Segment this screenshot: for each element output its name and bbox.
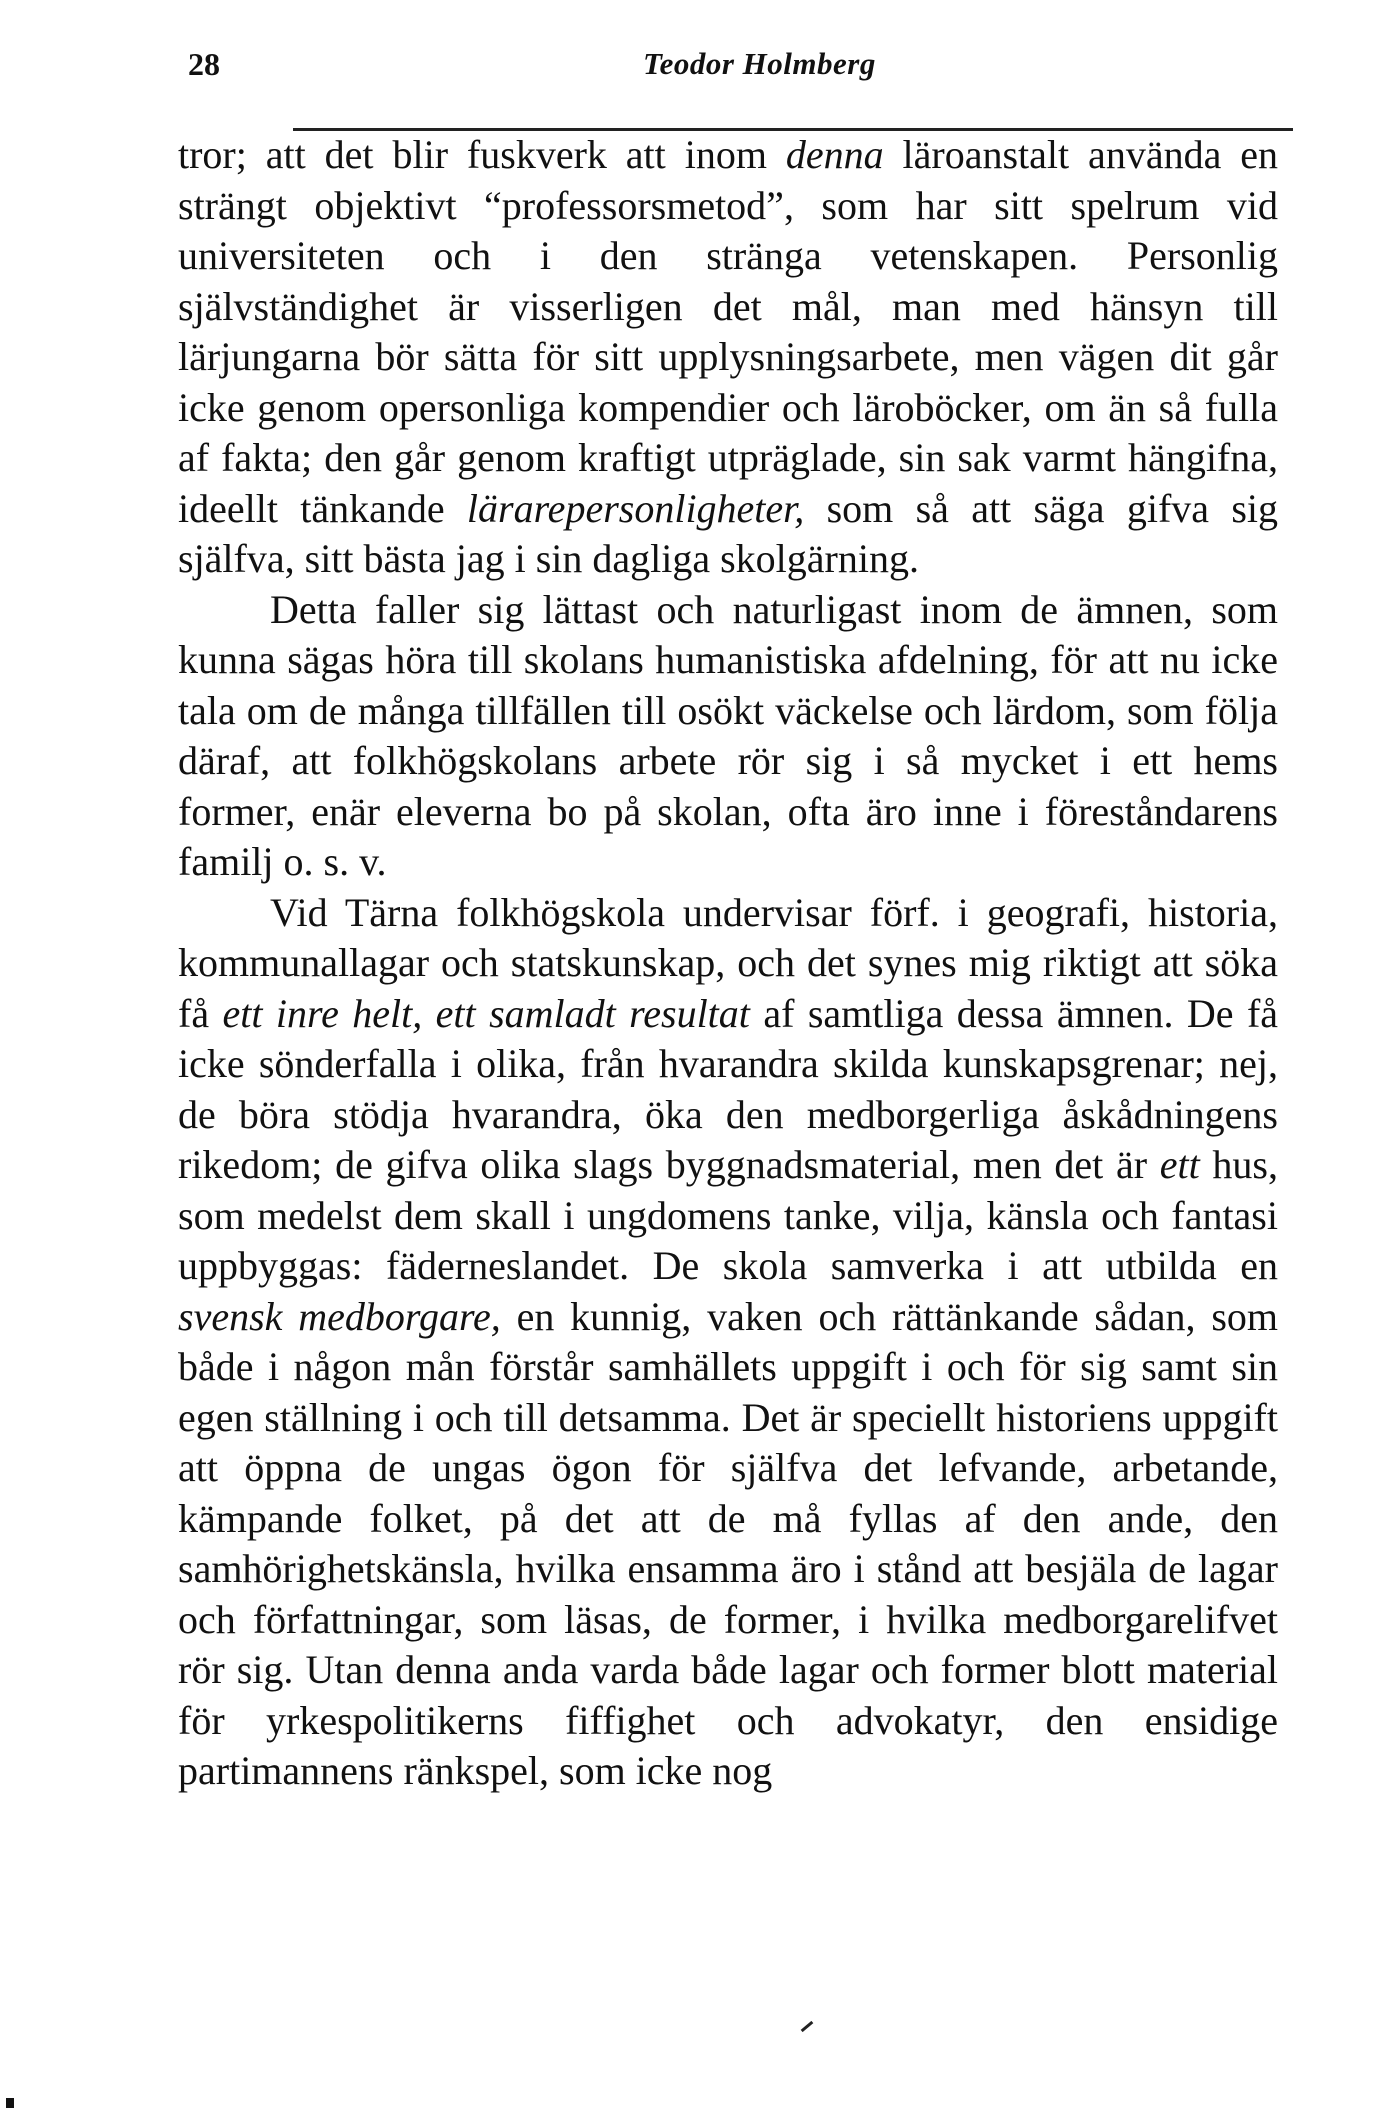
- italic-text: svensk medborgare,: [178, 1293, 501, 1339]
- text-run: en kunnig, vaken och rättänkande sådan, som både i någon mån förstår samhällets uppgift i och för sig samt sin egen ställning i och till detsamma. Det är speciellt historiens uppgift att öppna de ungas ögon för själfva det lefvande, arbetande, kämpande folket, på det att de må fyllas af den ande, den samhörighetskänsla, hvilka ensamma äro i stånd att besjäla de lagar och författningar, som läsas, de former, i hvilka medborgarelifvet rör sig. Utan denna anda varda både lagar och former blott material för yrkespolitikerns fiffighet och advokatyr, den ensidige partimannens ränkspel, som icke nog: [178, 1293, 1278, 1793]
- paragraph: [178, 130, 1278, 585]
- text-run: Detta faller sig lättast och naturligast inom de ämnen, som kunna sägas höra till skolans humanistiska afdelning, för att nu icke tala om de många tillfällen till osökt väckelse och lärdom, som följa däraf, att folkhögskolans arbete rör sig i så mycket i ett hems former, enär eleverna bo på skolan, ofta äro inne i föreståndarens familj o. s. v.: [178, 586, 1278, 884]
- paragraph: [178, 888, 1278, 1797]
- running-head: Teodor Holmberg: [643, 46, 876, 81]
- page-number: 28: [188, 46, 220, 82]
- body-text: [178, 130, 1278, 1797]
- text-run: läroanstalt använda en strängt objektivt “professorsmetod”, som har sitt spelrum vid universiteten och i den stränga vetenskapen. Personlig självständighet är visserligen det mål, man med hänsyn till lärjungarna bör sätta för sitt upplysningsarbete, men vägen dit går icke genom opersonliga kompendier och läroböcker, om än så fulla af fakta; den går genom kraftigt utpräglade, sin sak varmt hängifna, ideellt tänkande: [178, 132, 1278, 531]
- page-header: [188, 40, 1283, 100]
- italic-text: ett: [1159, 1142, 1200, 1187]
- edge-ink-mark: [6, 2098, 14, 2108]
- text-run: hus, som medelst dem skall i ungdomens tanke, vilja, känsla och fantasi uppbyggas: fäderneslandet. De skola samverka i att utbilda en: [178, 1142, 1278, 1288]
- paragraph: [178, 585, 1278, 888]
- text-run: af samtliga dessa ämnen. De få icke sönderfalla i olika, från hvarandra skilda kunskapsgrenar; nej, de böra stödja hvarandra, öka den medborgerliga åskådningens rikedom; de gifva olika slags byggnadsmaterial, men det är: [178, 990, 1279, 1187]
- italic-text: ett inre helt, ett samladt resultat: [222, 990, 750, 1036]
- italic-text: lärarepersonligheter,: [466, 485, 805, 531]
- text-run: som så att säga gifva sig själfva, sitt bästa jag i sin dagliga skolgärning.: [178, 485, 1278, 581]
- italic-text: denna: [785, 132, 884, 177]
- stray-ink-mark: [801, 2021, 814, 2032]
- text-run: tror; att det blir fuskverk att inom: [178, 132, 786, 177]
- text-run: Vid Tärna folkhögskola undervisar förf. i geografi, historia, kommunallagar och statskunskap, och det synes mig riktigt att söka få: [178, 889, 1278, 1036]
